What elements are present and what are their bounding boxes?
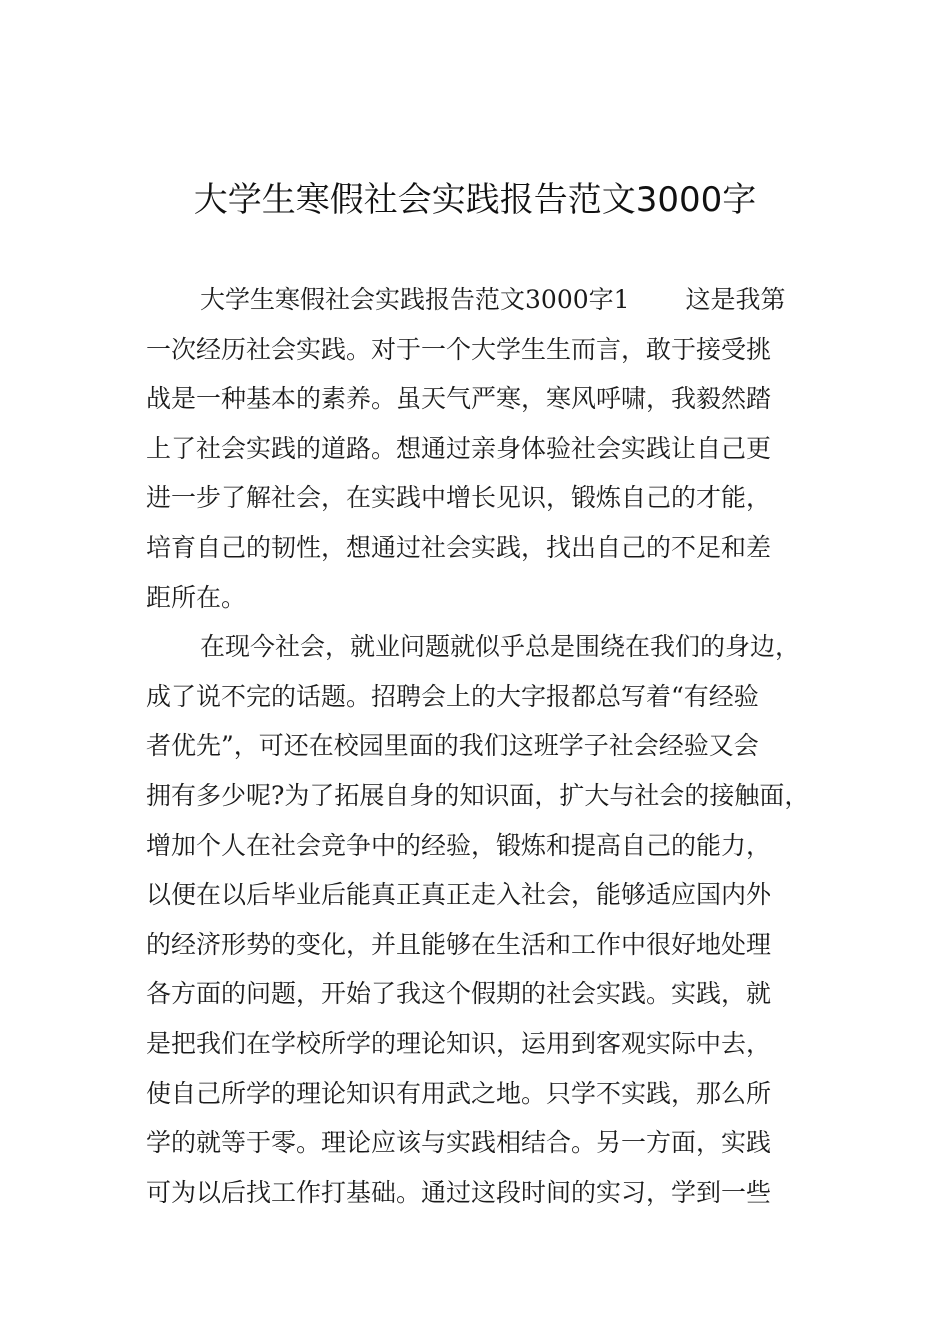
paragraph-2-line-10: 使自己所学的理论知识有用武之地。只学不实践，那么所 — [146, 1078, 772, 1108]
paragraph-2-line-7: 的经济形势的变化，并且能够在生活和工作中很好地处理 — [146, 929, 772, 959]
paragraph-2-line-5: 增加个人在社会竞争中的经验，锻炼和提高自己的能力， — [146, 830, 772, 860]
paragraph-1-line-2: 一次经历社会实践。对于一个大学生生而言，敢于接受挑 — [146, 334, 772, 364]
paragraph-1-line-6: 培育自己的韧性，想通过社会实践，找出自己的不足和差 — [146, 532, 772, 562]
paragraph-2-line-9: 是把我们在学校所学的理论知识，运用到客观实际中去， — [146, 1028, 772, 1058]
paragraph-1-line-1 — [146, 275, 826, 325]
paragraph-1-line-5: 进一步了解社会，在实践中增长见识，锻炼自己的才能， — [146, 483, 772, 513]
paragraph-2-line-4: 拥有多少呢?为了拓展自身的知识面，扩大与社会的接触面， — [146, 780, 810, 810]
paragraph-2-line-12: 可为以后找工作打基础。通过这段时间的实习，学到一些 — [146, 1177, 772, 1207]
paragraph-2-line-6: 以便在以后毕业后能真正真正走入社会，能够适应国内外 — [146, 880, 772, 910]
paragraph-2-line-2: 成了说不完的话题。招聘会上的大字报都总写着“有经验 — [146, 681, 759, 711]
paragraph-2-line-11: 学的就等于零。理论应该与实践相结合。另一方面，实践 — [146, 1128, 772, 1158]
paragraph-1-line-3: 战是一种基本的素养。虽天气严寒，寒风呼啸，我毅然踏 — [146, 384, 772, 414]
paragraph-2-line-8: 各方面的问题，开始了我这个假期的社会实践。实践，就 — [146, 979, 772, 1009]
paragraph-1-line-7: 距所在。 — [146, 582, 247, 612]
paragraph-2-line-3: 者优先”，可还在校园里面的我们这班学子社会经验又会 — [146, 731, 759, 761]
paragraph-1-heading: 大学生寒假社会实践报告范文3000字1 — [200, 285, 630, 314]
document-body — [146, 275, 826, 1217]
paragraph-2-line-1: 在现今社会，就业问题就似乎总是围绕在我们的身边， — [200, 632, 801, 662]
document-title: 大学生寒假社会实践报告范文3000字 — [193, 180, 757, 220]
paragraph-1-text: 这是我第 — [685, 285, 786, 314]
paragraph-1-line-4: 上了社会实践的道路。想通过亲身体验社会实践让自己更 — [146, 433, 772, 463]
